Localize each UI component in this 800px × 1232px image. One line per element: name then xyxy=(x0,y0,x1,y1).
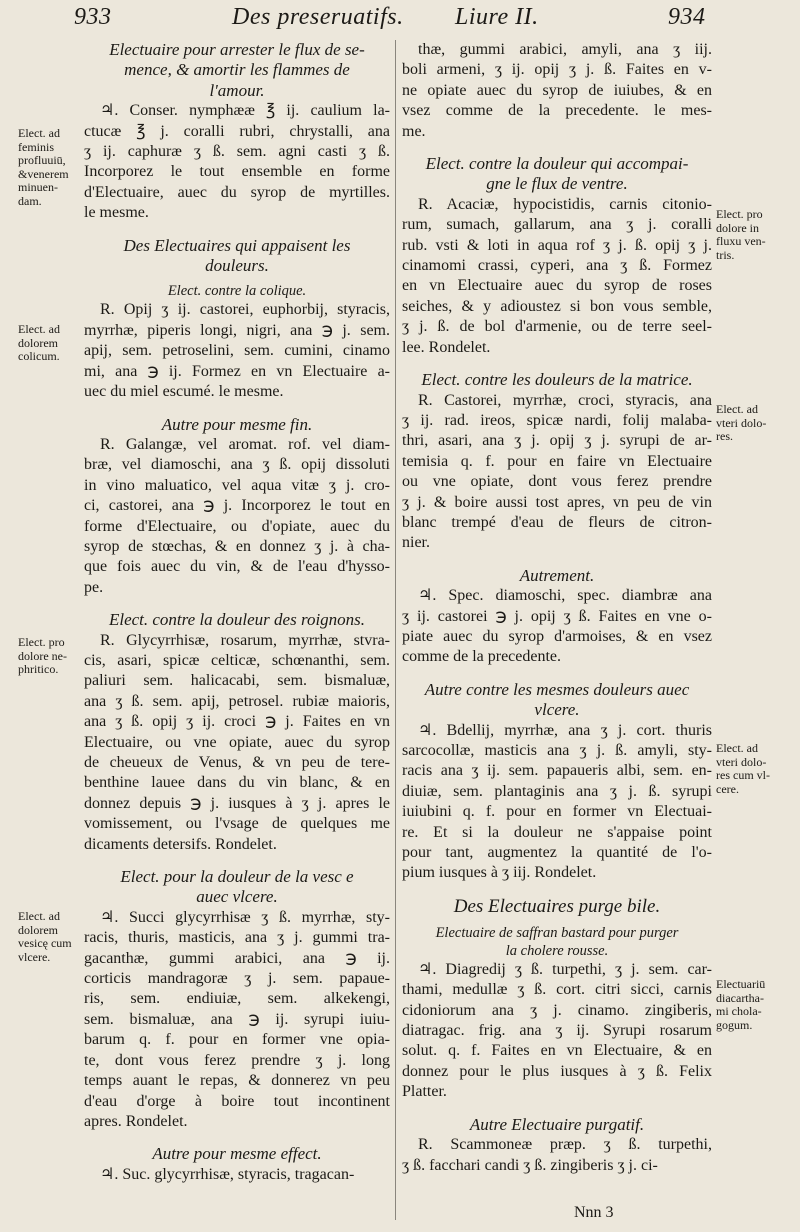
paragraph xyxy=(84,1165,390,1185)
text-line: Autre pour mesme effect. xyxy=(152,1144,322,1164)
text-line: Elect. contre la douleur qui accompai- xyxy=(425,154,689,174)
text-line: bræ, vel diamoschi, ana ʒ ß. opij dissoluti xyxy=(84,456,390,474)
paragraph xyxy=(84,631,390,855)
text-line: sarcocollæ, masticis ana ʒ j. ß. amyli, sty- xyxy=(402,742,712,759)
marginal-note-line: colicum. xyxy=(18,349,60,363)
text-line: ou vne opiate, dont vous ferez prendre xyxy=(402,473,712,491)
section-heading xyxy=(84,282,390,300)
text-line: rub. vsti & loti in aqua rof ʒ j. ß. opij ʒ j. xyxy=(402,236,712,254)
marginal-note-line: Elect. ad xyxy=(18,322,60,336)
marginal-note-line: diacartha- xyxy=(716,990,764,1005)
section-heading xyxy=(402,370,712,390)
text-line: solut. q. f. Faites en vn Electuaire, & en xyxy=(402,1042,712,1060)
text-line: vomissement, ou l'vsage de quelques me xyxy=(84,815,390,833)
paragraph xyxy=(402,960,712,1103)
text-line: Electuaire pour arrester le flux de se- xyxy=(109,40,365,59)
text-line: R. Glycyrrhisæ, rosarum, myrrhæ, stvra- xyxy=(100,631,390,649)
left-text-column xyxy=(84,40,390,1191)
text-line: temps auant le repas, & donnerez vn peu xyxy=(84,1072,390,1090)
column-divider xyxy=(395,40,396,1220)
text-line: thami, medullæ ʒ ß. cort. citri sicci, carnis xyxy=(402,981,712,999)
text-line: en vn Electuaire auec du syrop de roses xyxy=(402,277,712,295)
paragraph xyxy=(84,101,390,223)
text-line: ♃. Spec. diamoschi, spec. diambræ ana xyxy=(418,587,712,605)
text-line: Elect. contre la douleur des roignons. xyxy=(108,610,366,630)
text-line: apres. Rondelet. xyxy=(84,1112,188,1130)
marginal-note-line: profluuiū, xyxy=(18,153,66,167)
text-line: ʒ j. ß. de bol d'armenie, ou de terre seel- xyxy=(402,318,712,336)
text-line: ʒ ß. facchari candi ʒ ß. zingiberis ʒ j. ci- xyxy=(402,1156,658,1174)
marginal-note xyxy=(18,636,67,677)
marginal-note-line: tris. xyxy=(716,247,735,262)
text-line: cis, asari, spicæ celticæ, schœnanthi, sem. xyxy=(84,651,390,669)
text-line: seiches, & y adioustez si bon vous semble, xyxy=(402,297,712,315)
marginal-note-line: gogum. xyxy=(716,1017,753,1032)
text-line: R. Galangæ, vel aromat. rof. vel diam- xyxy=(100,435,390,453)
section-heading xyxy=(402,566,712,586)
running-title: Des preseruatifs. xyxy=(232,4,404,30)
marginal-note-line: dam. xyxy=(18,193,42,208)
text-line: cidoniorum ana ʒ j. cinamo. zingiberis, xyxy=(402,1001,712,1019)
marginal-note xyxy=(716,208,766,262)
text-line: racis, thuris, masticis, ana ʒ j. gummi tra- xyxy=(84,929,390,947)
text-line: in vino maluatico, vel aqua vitæ ʒ j. cro- xyxy=(84,476,390,494)
text-line: lee. Rondelet. xyxy=(402,338,491,356)
text-line: uec du miel escumé. le mesme. xyxy=(84,383,284,401)
marginal-note-line: Elect. ad xyxy=(18,909,60,923)
section-heading xyxy=(402,154,712,195)
text-line: ♃. Diagredij ʒ ß. turpethi, ʒ j. sem. car- xyxy=(418,960,712,978)
section-heading xyxy=(402,680,712,721)
marginal-note-line: dolorem xyxy=(18,335,58,350)
marginal-note-line: feminis xyxy=(18,139,54,154)
signature-mark: Nnn 3 xyxy=(574,1204,614,1221)
marginal-note-line: Elect. pro xyxy=(18,635,65,649)
marginal-note-line: vlcere. xyxy=(18,949,51,964)
text-line: ♃. Bdellij, myrrhæ, ana ʒ j. cort. thuris xyxy=(418,721,712,739)
marginal-note-line: Elect. ad xyxy=(18,126,60,140)
text-line: vsez comme de la precedente. le mes- xyxy=(402,102,712,120)
marginal-note xyxy=(18,910,72,964)
text-line: Electuaire, ou vne opiate, auec du syrop xyxy=(84,733,390,751)
text-line: ana ʒ ß. sem. apij, petrosel. rubiæ maioris, xyxy=(84,692,390,710)
marginal-note-line: vteri dolo- xyxy=(716,415,767,430)
text-line: pium iusques à ʒ iij. Rondelet. xyxy=(402,864,597,882)
text-line: mi, ana ℈ ij. Formez en vn Electuaire a- xyxy=(84,362,390,380)
marginal-note-line: Electuariū xyxy=(716,977,766,991)
marginal-note-line: dolore ne- xyxy=(18,648,67,663)
text-line: ris, sem. endiuiæ, sem. alkekengi, xyxy=(84,990,390,1008)
text-line: rum, sumach, gallarum, ana ʒ j. coralli xyxy=(402,216,712,234)
left-page-number: 933 xyxy=(74,4,112,30)
text-line: te, dont vous ferez prendre ʒ j. long xyxy=(84,1051,390,1069)
marginal-note-line: res. xyxy=(716,429,733,443)
text-line: l'amour. xyxy=(209,80,265,100)
text-line: nier. xyxy=(402,534,430,552)
text-line: ♃. Suc. glycyrrhisæ, styracis, tragacan- xyxy=(100,1165,355,1183)
marginal-note xyxy=(18,127,69,208)
text-line: piate auec du syrop d'armoises, & en vsez xyxy=(402,627,712,645)
paragraph xyxy=(402,40,712,142)
marginal-note-line: &venerem xyxy=(18,166,69,181)
right-page-number: 934 xyxy=(668,4,706,30)
text-line: ʒ ij. castorei ℈ j. opij ʒ ß. Faites en vne o- xyxy=(402,607,712,625)
text-line: temisia q. f. pour en faire vn Electuaire xyxy=(402,452,712,470)
text-line: pe. xyxy=(84,578,104,596)
text-line: Elect. contre la colique. xyxy=(167,283,307,300)
paragraph xyxy=(402,391,712,554)
text-line: gacanthæ, gummi arabici, ana ℈ ij. xyxy=(84,949,390,967)
text-line: forme d'Electuaire, ou d'opiate, auec du xyxy=(84,517,390,535)
text-line: ʒ j. & boire aussi tost apres, vn peu de vin xyxy=(402,493,712,511)
text-line: R. Scammoneæ præp. ʒ ß. turpethi, xyxy=(418,1136,712,1154)
text-line: mence, & amortir les flammes de xyxy=(124,60,350,80)
text-line: donnez pour le plus iusques à ʒ ß. Felix xyxy=(402,1062,712,1080)
text-line: Elect. pour la douleur de la vesc e xyxy=(120,867,354,887)
text-line: thri, asari, ana ʒ j. opij ʒ j. syrupi de ar- xyxy=(402,432,712,450)
section-heading xyxy=(402,1115,712,1135)
marginal-note-line: cere. xyxy=(716,781,739,796)
text-line: d'Electuaire, auec du syrop de myrtilles. xyxy=(84,183,390,201)
text-line: Elect. contre les douleurs de la matrice. xyxy=(421,370,693,390)
section-heading xyxy=(402,924,712,960)
text-line: syrop de stœchas, & en donnez ʒ j. à cha- xyxy=(84,537,390,555)
section-heading xyxy=(84,867,390,908)
text-line: ctucæ ℥ j. coralli rubri, chrystalli, ana xyxy=(84,122,390,140)
text-line: me. xyxy=(402,122,426,140)
text-line: ʒ ij. rad. ireos, spicæ nardi, folij malaba- xyxy=(402,411,712,429)
text-line: corticis mandragoræ ʒ j. sem. papaue- xyxy=(84,970,390,988)
marginal-note-line: fluxu ven- xyxy=(716,234,766,248)
text-line: comme de la precedente. xyxy=(402,648,562,666)
marginal-note-line: minuen- xyxy=(18,180,58,194)
text-line: boli armeni, ʒ ij. opij ʒ j. ß. Faites en v- xyxy=(402,61,712,79)
text-line: sem. bismaluæ, ana ℈ ij. syrupi iuiu- xyxy=(84,1010,390,1028)
text-line: Incorporez le tout ensemble en forme xyxy=(84,163,390,181)
text-line: auec vlcere. xyxy=(196,887,278,907)
text-line: iuiubini q. f. pour en former vn Electuai- xyxy=(402,803,712,821)
section-heading xyxy=(84,236,390,277)
text-line: que fois auec du vin, & de l'eau d'hysso- xyxy=(84,558,390,576)
text-line: paliuri sem. halicacabi, sem. bismaluæ, xyxy=(84,672,390,690)
marginal-note-line: Elect. ad xyxy=(716,402,758,416)
text-line: R. Opij ʒ ij. castorei, euphorbij, styracis, xyxy=(100,301,390,319)
paragraph xyxy=(402,1135,712,1176)
text-line: myrrhæ, piperis longi, nigri, ana ℈ j. sem. xyxy=(84,321,390,339)
text-line: racis ana ʒ ij. sem. papaueris albi, sem. en- xyxy=(402,762,712,780)
marginal-note xyxy=(18,323,60,364)
marginal-note-line: vesicę cum xyxy=(18,936,72,950)
text-line: cinamomi crassi, cyperi, ana ʒ ß. Formez xyxy=(402,257,712,275)
paragraph xyxy=(402,195,712,358)
text-line: ne opiate auec du syrop de iuiubes, & en xyxy=(402,81,712,99)
marginal-note-line: res cum vl- xyxy=(716,768,770,782)
marginal-note-line: vteri dolo- xyxy=(716,754,767,769)
text-line: ♃. Conser. nymphææ ℥ ij. caulium la- xyxy=(100,102,390,120)
text-line: ♃. Succi glycyrrhisæ ʒ ß. myrrhæ, sty- xyxy=(100,908,390,926)
text-line: ʒ ij. caphuræ ʒ ß. sem. agni casti ʒ ß. xyxy=(84,143,390,161)
text-line: apij, sem. petroselini, sem. cumini, cinamo xyxy=(84,342,390,360)
paragraph xyxy=(84,300,390,402)
text-line: Autre Electuaire purgatif. xyxy=(469,1114,645,1134)
marginal-note-line: Elect. pro xyxy=(716,207,763,221)
paragraph xyxy=(402,721,712,884)
marginal-note-line: mi chola- xyxy=(716,1004,762,1018)
text-line: douleurs. xyxy=(205,256,269,276)
section-heading xyxy=(84,610,390,630)
running-header xyxy=(0,0,800,36)
text-line: Des Electuaires qui appaisent les xyxy=(123,235,351,255)
text-line: pour tant, augmentez la quantité de l'o- xyxy=(402,844,712,862)
right-text-column xyxy=(402,40,712,1182)
text-line: Autre contre les mesmes douleurs auec xyxy=(424,679,690,699)
paragraph xyxy=(402,586,712,668)
text-line: R. Acaciæ, hypocistidis, carnis citonio- xyxy=(418,195,712,213)
text-line: thæ, gummi arabici, amyli, ana ʒ iij. xyxy=(418,41,712,58)
paragraph xyxy=(84,908,390,1132)
text-line: Platter. xyxy=(402,1083,447,1101)
text-line: benthine lauee dans du vin blanc, & en xyxy=(84,774,390,792)
text-line: diatragac. frig. ana ʒ ij. Syrupi rosarum xyxy=(402,1022,712,1040)
text-line: Electuaire de saffran bastard pour purger xyxy=(435,924,679,941)
marginal-note xyxy=(716,742,770,796)
text-line: Autre pour mesme fin. xyxy=(161,414,313,434)
text-line: diuiæ, sem. plantaginis ana ʒ j. ß. syrupi xyxy=(402,782,712,800)
text-line: dicaments detersifs. Rondelet. xyxy=(84,835,277,853)
text-line: barum q. f. pour en former vne opia- xyxy=(84,1031,390,1049)
section-heading xyxy=(84,1144,390,1164)
text-line: la cholere rousse. xyxy=(505,942,609,959)
marginal-note xyxy=(716,403,766,444)
text-line: donnez depuis ℈ j. iusques à ʒ j. apres le xyxy=(84,794,390,812)
marginal-note-line: dolorem xyxy=(18,922,58,937)
text-line: ci, castorei, ana ℈ j. Incorporez le tout en xyxy=(84,497,390,515)
text-line: de cheueux de Venus, & vn peu de tere- xyxy=(84,754,390,771)
text-line: ana ʒ ß. opij ʒ ij. croci ℈ j. Faites en vn xyxy=(84,713,390,731)
marginal-note-line: phritico. xyxy=(18,662,59,676)
text-line: gne le flux de ventre. xyxy=(486,174,628,194)
text-line: le mesme. xyxy=(84,204,149,222)
paragraph xyxy=(84,435,390,598)
marginal-note-line: Elect. ad xyxy=(716,741,758,755)
section-heading xyxy=(402,896,712,918)
book-label: Liure II. xyxy=(455,4,539,30)
marginal-note xyxy=(716,978,765,1032)
text-line: R. Castorei, myrrhæ, croci, styracis, ana xyxy=(418,391,712,409)
section-heading xyxy=(84,415,390,435)
text-line: vlcere. xyxy=(534,700,580,720)
text-line: d'eau d'orge à boire tout incontinent xyxy=(84,1092,390,1110)
section-heading xyxy=(84,40,390,101)
text-line: Autrement. xyxy=(519,565,595,585)
text-line: blanc trempé d'eau de fleurs de citron- xyxy=(402,513,712,531)
text-line: re. Et si la douleur ne s'appaise point xyxy=(402,823,712,841)
marginal-note-line: dolore in xyxy=(716,220,759,235)
text-line: Des Electuaires purge bile. xyxy=(453,895,661,917)
